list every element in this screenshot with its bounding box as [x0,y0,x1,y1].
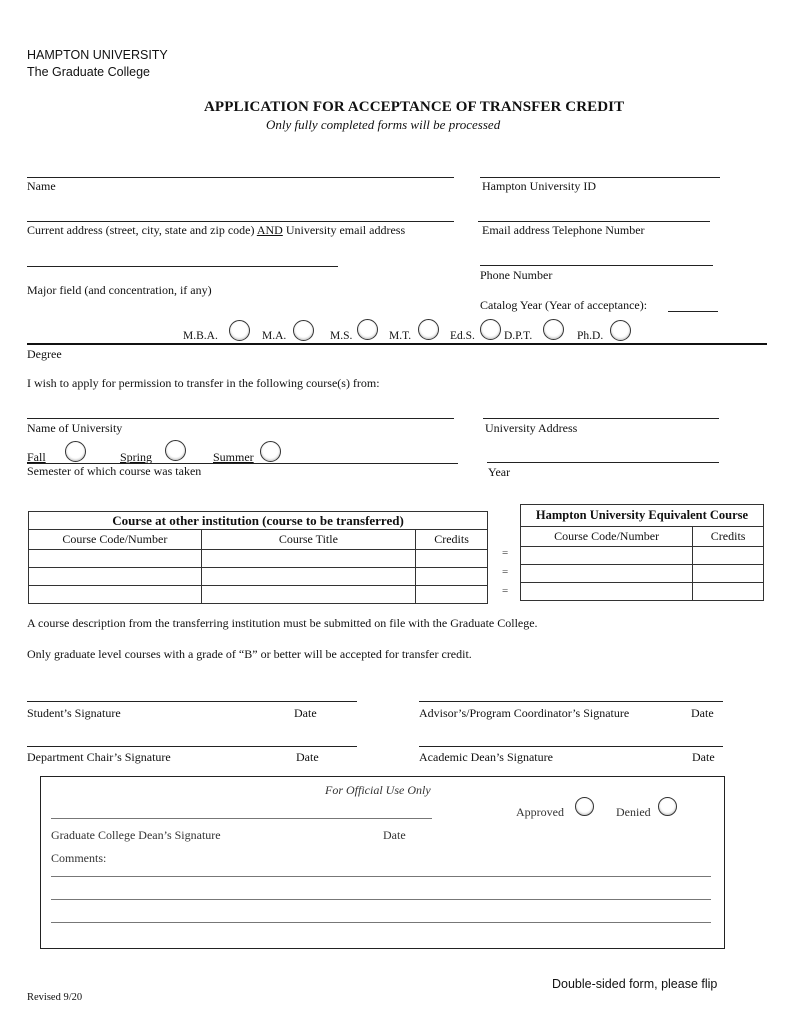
other-credits-cell[interactable] [416,568,488,586]
catalog-year-label: Catalog Year (Year of acceptance): [480,298,648,312]
other-title-cell[interactable] [201,550,415,568]
comments-label: Comments: [51,851,107,865]
phone-field-line[interactable] [480,265,713,266]
semester-label: Semester of which course was taken [27,464,202,478]
page-subtitle: Only fully completed forms will be processed [266,117,501,132]
gc-dean-date-label: Date [383,828,406,842]
gc-dean-signature-label: Graduate College Dean’s Signature [51,828,221,842]
institution-name: HAMPTON UNIVERSITY [27,48,168,62]
hu-id-field-line[interactable] [480,177,720,178]
hu-equivalent-course-table [520,504,764,601]
degree-mt-label: M.T. [389,330,412,342]
comments-line[interactable] [51,876,711,877]
major-label: Major field (and concentration, if any) [27,283,212,297]
address-label-post: University email address [282,223,406,237]
other-code-cell[interactable] [29,586,202,604]
phone-label: Phone Number [480,268,553,282]
advisor-signature-line[interactable] [419,701,723,702]
other-title-cell[interactable] [201,568,415,586]
gc-dean-signature-line[interactable] [51,818,432,819]
university-name-field-line[interactable] [27,418,454,419]
semester-spring-label: Spring [120,450,153,464]
semester-summer-radio[interactable] [260,441,281,462]
degree-ma-radio[interactable] [293,320,314,341]
catalog-year-field-line[interactable] [668,311,718,312]
equals-sign: = [502,547,509,559]
other-title-cell[interactable] [201,586,415,604]
approved-label: Approved [516,805,564,819]
address-label-and: AND [256,223,283,237]
other-col-credits: Credits [416,530,488,550]
hu-code-cell[interactable] [521,565,693,583]
equals-sign: = [502,585,509,597]
address-field-line[interactable] [27,221,454,222]
hu-code-cell[interactable] [521,583,693,601]
degree-eds-label: Ed.S. [450,330,475,342]
hu-col-credits: Credits [693,527,764,547]
other-code-cell[interactable] [29,568,202,586]
hu-table-caption: Hampton University Equivalent Course [521,505,764,527]
other-institution-course-table [28,511,488,604]
student-signature-line[interactable] [27,701,357,702]
year-field-line[interactable] [487,462,719,463]
approved-radio[interactable] [575,797,594,816]
student-date-label: Date [294,706,317,720]
table-row [521,565,764,583]
page-title: APPLICATION FOR ACCEPTANCE OF TRANSFER CREDIT [204,99,625,115]
degree-ms-label: M.S. [330,330,353,342]
table-row [29,586,488,604]
note-course-description: A course description from the transferring institution must be submitted on file with the Graduate College. [27,616,538,630]
degree-label: Degree [27,347,62,361]
university-address-field-line[interactable] [483,418,719,419]
email-phone-field-line[interactable] [478,221,710,222]
hu-code-cell[interactable] [521,547,693,565]
degree-dpt-radio[interactable] [543,319,564,340]
semester-fall-radio[interactable] [65,441,86,462]
chair-signature-line[interactable] [27,746,357,747]
chair-date-label: Date [296,750,319,764]
table-row [29,550,488,568]
official-use-box [40,776,725,949]
college-name: The Graduate College [27,65,150,79]
degree-phd-radio[interactable] [610,320,631,341]
note-grade-requirement: Only graduate level courses with a grade of “B” or better will be accepted for transfer credit. [27,647,472,661]
hu-credits-cell[interactable] [693,583,764,601]
other-table-caption: Course at other institution (course to be transferred) [29,512,488,530]
hu-credits-cell[interactable] [693,547,764,565]
semester-summer-label: Summer [213,450,254,464]
other-col-title: Course Title [201,530,415,550]
advisor-date-label: Date [691,706,714,720]
semester-fall-label: Fall [27,450,46,464]
advisor-signature-label: Advisor’s/Program Coordinator’s Signature [419,706,630,720]
degree-divider [27,343,767,345]
transfer-intro: I wish to apply for permission to transfer in the following course(s) from: [27,376,380,390]
year-label: Year [488,465,511,479]
other-credits-cell[interactable] [416,550,488,568]
table-row [521,547,764,565]
email-phone-label: Email address Telephone Number [482,223,645,237]
degree-dpt-label: D.P.T. [504,330,533,342]
table-row [29,568,488,586]
degree-eds-radio[interactable] [480,319,501,340]
semester-spring-radio[interactable] [165,440,186,461]
other-credits-cell[interactable] [416,586,488,604]
other-col-code: Course Code/Number [29,530,202,550]
other-code-cell[interactable] [29,550,202,568]
degree-ma-label: M.A. [262,330,287,342]
table-row [521,583,764,601]
dean-signature-line[interactable] [419,746,723,747]
denied-radio[interactable] [658,797,677,816]
degree-mt-radio[interactable] [418,319,439,340]
dean-signature-label: Academic Dean’s Signature [419,750,553,764]
flip-note: Double-sided form, please flip [552,977,718,991]
address-label-pre: Current address (street, city, state and zip code) [27,223,257,237]
degree-ms-radio[interactable] [357,319,378,340]
degree-mba-radio[interactable] [229,320,250,341]
comments-line[interactable] [51,899,711,900]
dean-date-label: Date [692,750,715,764]
hu-id-label: Hampton University ID [482,179,596,193]
chair-signature-label: Department Chair’s Signature [27,750,171,764]
official-use-heading: For Official Use Only [325,783,431,797]
name-field-line[interactable] [27,177,454,178]
name-label: Name [27,179,56,193]
equals-sign: = [502,566,509,578]
university-address-label: University Address [485,421,578,435]
university-name-label: Name of University [27,421,123,435]
student-signature-label: Student’s Signature [27,706,121,720]
degree-mba-label: M.B.A. [183,330,218,342]
hu-col-code: Course Code/Number [521,527,693,547]
degree-phd-label: Ph.D. [577,330,604,342]
hu-credits-cell[interactable] [693,565,764,583]
major-field-line[interactable] [27,266,338,267]
comments-line[interactable] [51,922,711,923]
denied-label: Denied [616,805,651,819]
address-label [27,223,405,238]
revision-note: Revised 9/20 [27,992,83,1003]
